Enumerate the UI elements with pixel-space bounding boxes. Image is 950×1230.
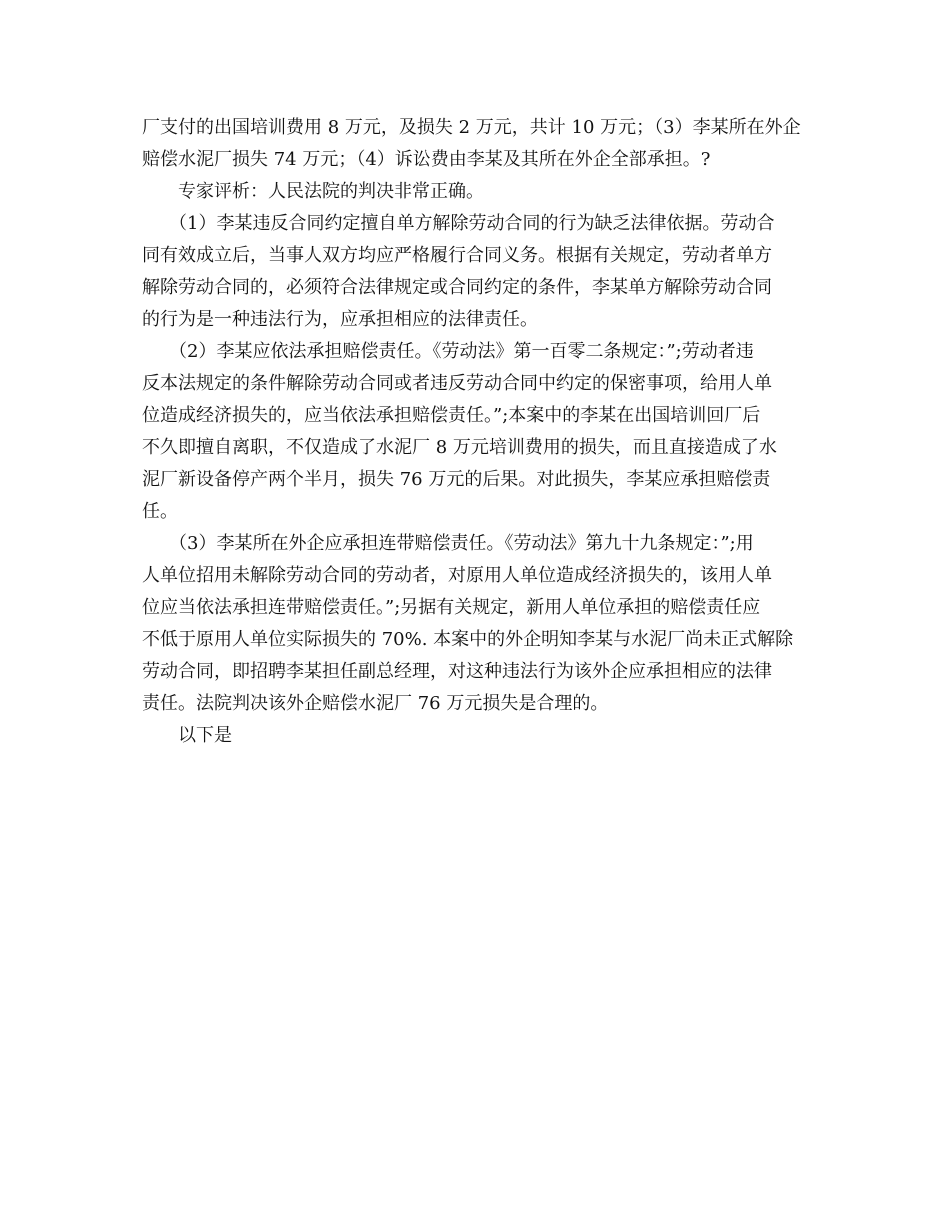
text-line: 厂支付的出国培训费用 8 万元，及损失 2 万元，共计 10 万元；（3）李某所在外企 — [142, 117, 801, 138]
text-line: 专家评析：人民法院的判决非常正确。 — [142, 181, 484, 202]
text-line: 以下是 — [142, 725, 232, 746]
text-line: 位造成经济损失的，应当依法承担赔偿责任。”;本案中的李某在出国培训回厂后 — [142, 405, 761, 426]
text-line: 劳动合同，即招聘李某担任副总经理，对这种违法行为该外企应承担相应的法律 — [142, 661, 772, 682]
text-line: （2）李某应依法承担赔偿责任。《劳动法》第一百零二条规定：”;劳动者违 — [142, 341, 754, 362]
text-line: 解除劳动合同的，必须符合法律规定或合同约定的条件，李某单方解除劳动合同 — [142, 277, 772, 298]
text-line: 的行为是一种违法行为，应承担相应的法律责任。 — [142, 309, 538, 330]
text-line: 不低于原用人单位实际损失的 70%. 本案中的外企明知李某与水泥厂尚未正式解除 — [142, 629, 794, 650]
text-line: （1）李某违反合同约定擅自单方解除劳动合同的行为缺乏法律依据。劳动合 — [142, 213, 775, 234]
document-body — [142, 112, 812, 752]
text-line: 人单位招用未解除劳动合同的劳动者，对原用人单位造成经济损失的，该用人单 — [142, 565, 772, 586]
text-line: 不久即擅自离职，不仅造成了水泥厂 8 万元培训费用的损失，而且直接造成了水 — [142, 437, 777, 458]
text-line: 反本法规定的条件解除劳动合同或者违反劳动合同中约定的保密事项，给用人单 — [142, 373, 772, 394]
text-line: 同有效成立后，当事人双方均应严格履行合同义务。根据有关规定，劳动者单方 — [142, 245, 772, 266]
text-line: 泥厂新设备停产两个半月，损失 76 万元的后果。对此损失，李某应承担赔偿责 — [142, 469, 771, 490]
text-line: 位应当依法承担连带赔偿责任。”;另据有关规定，新用人单位承担的赔偿责任应 — [142, 597, 761, 618]
text-line: 任。 — [142, 501, 178, 522]
text-line: （3）李某所在外企应承担连带赔偿责任。《劳动法》第九十九条规定：”;用 — [142, 533, 754, 554]
text-line: 赔偿水泥厂损失 74 万元；（4）诉讼费由李某及其所在外企全部承担。? — [142, 149, 711, 170]
text-line: 责任。法院判决该外企赔偿水泥厂 76 万元损失是合理的。 — [142, 693, 609, 714]
